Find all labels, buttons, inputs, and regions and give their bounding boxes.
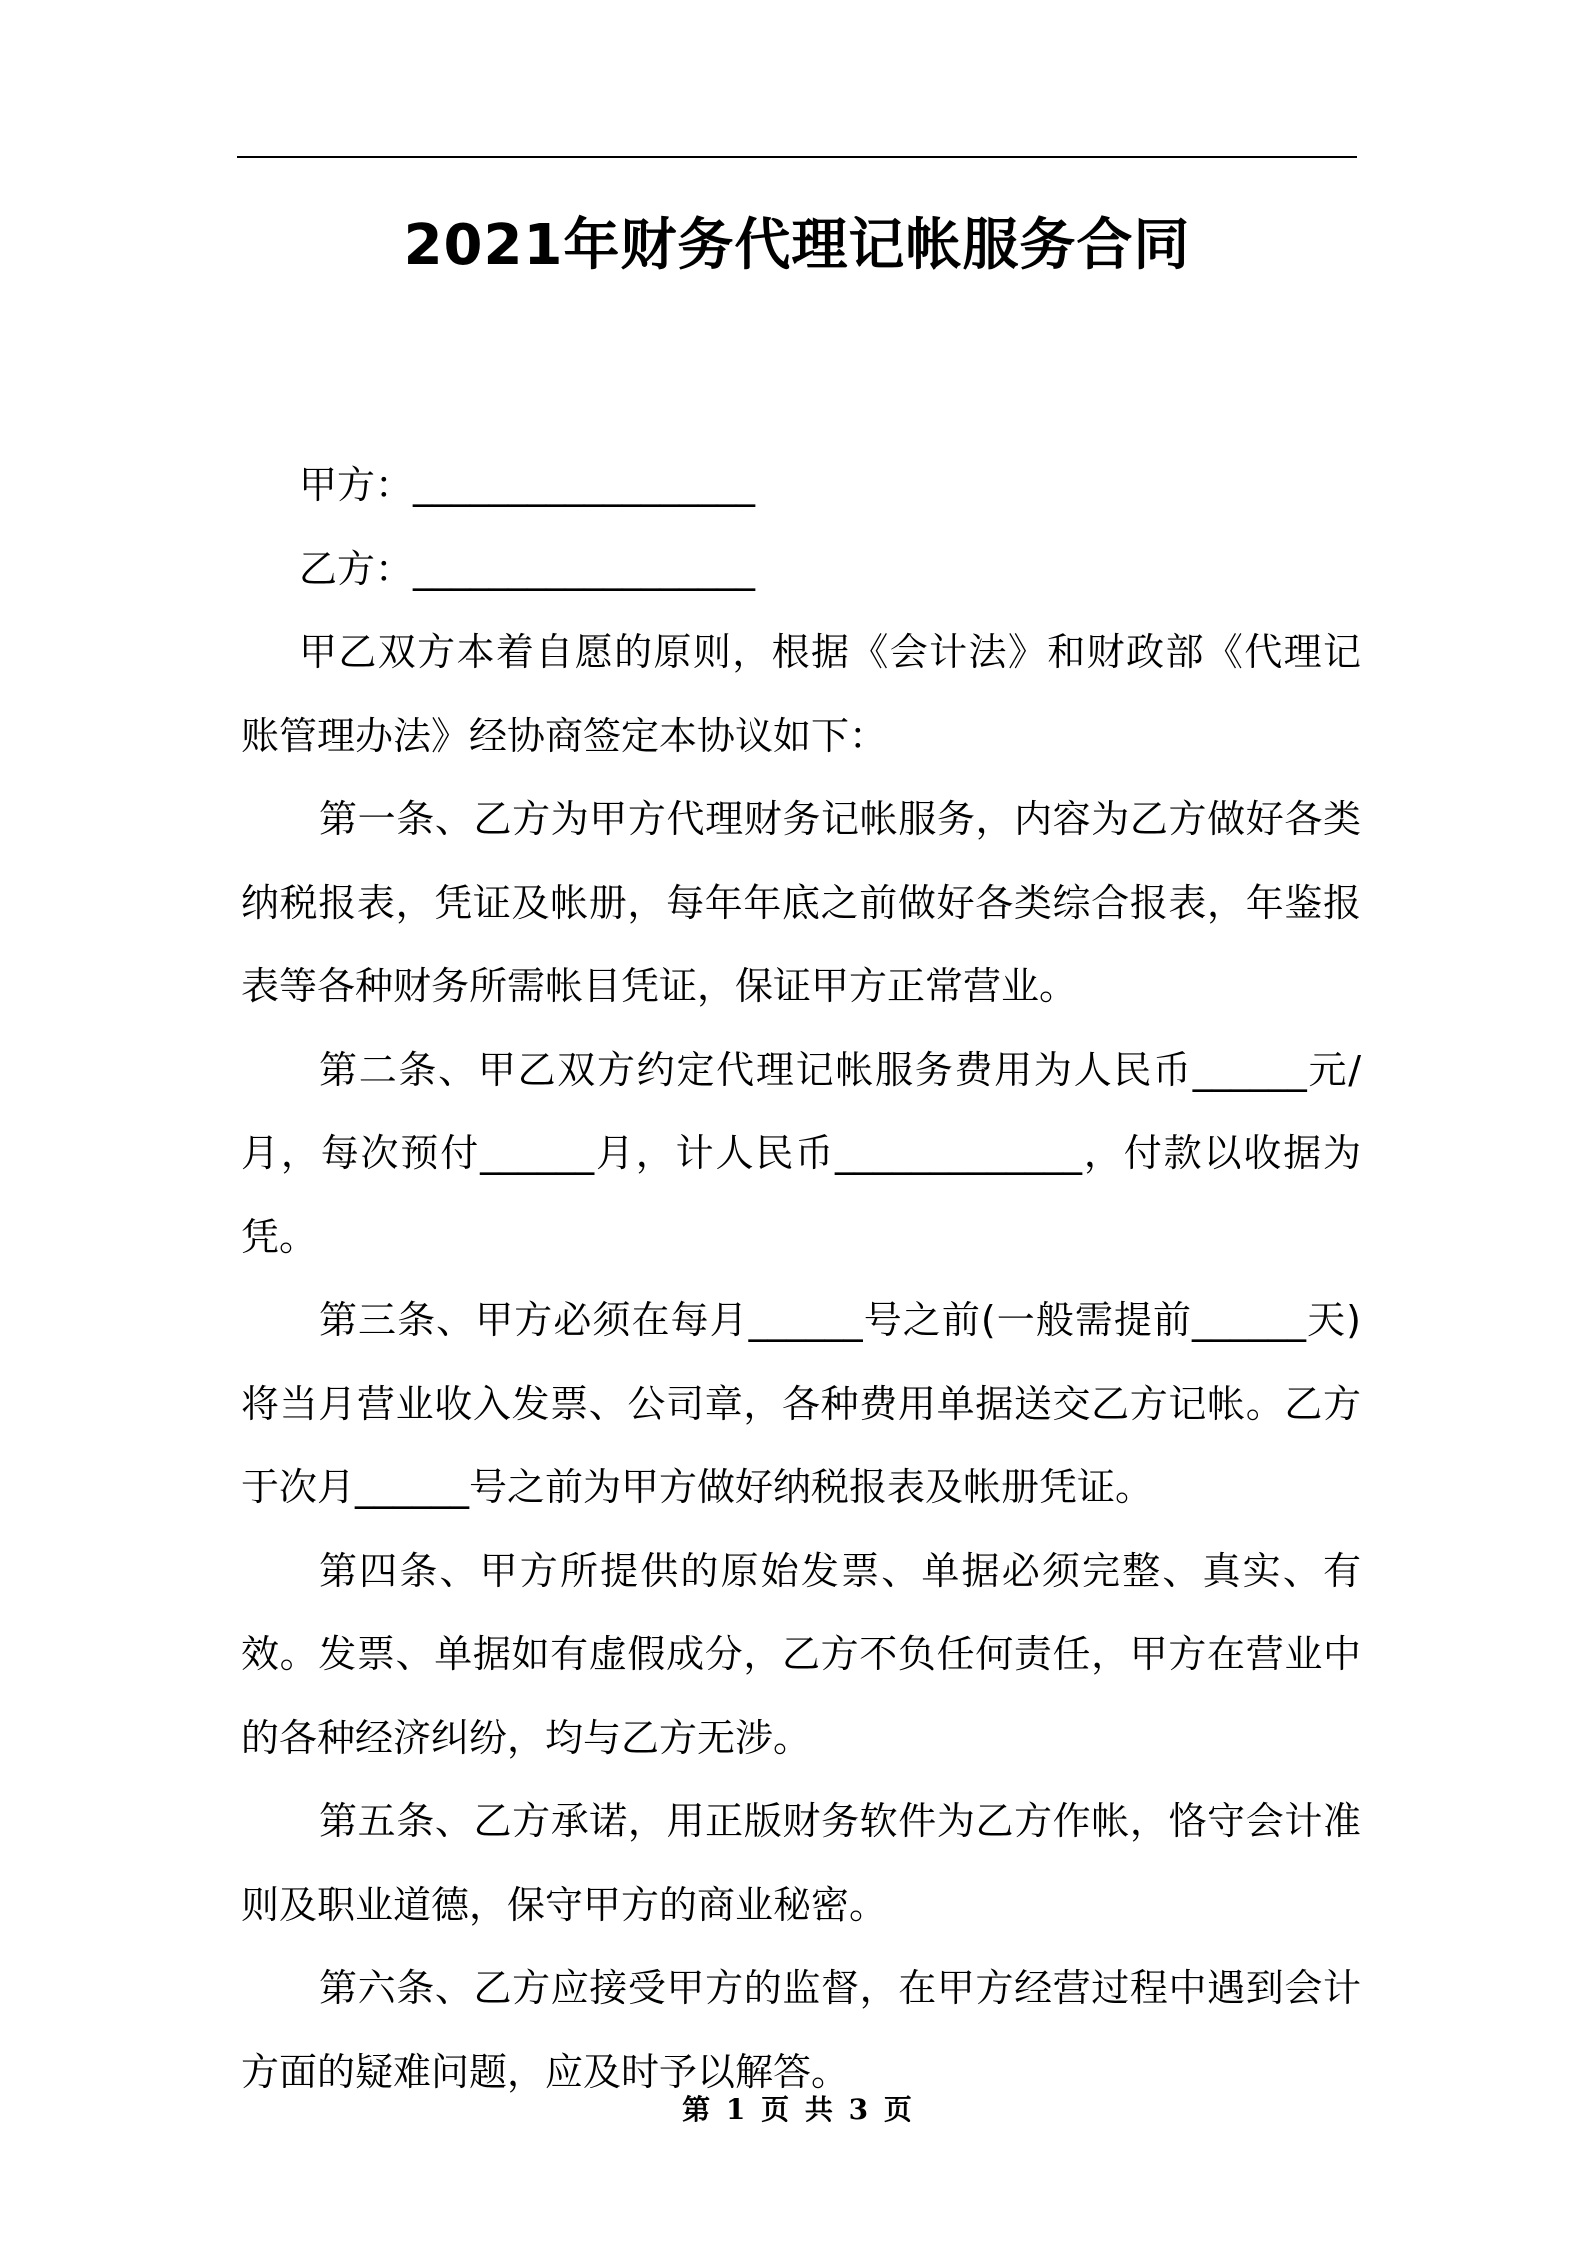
- party-b-line: 乙方：__________________: [299, 546, 756, 591]
- clause-6: 第六条、乙方应接受甲方的监督，在甲方经营过程中遇到会计方面的疑难问题，应及时予以解答。: [241, 1966, 1361, 2094]
- document-body: [241, 444, 1361, 2114]
- clause-4: 第四条、甲方所提供的原始发票、单据必须完整、真实、有效。发票、单据如有虚假成分，乙方不负任何责任，甲方在营业中的各种经济纠纷，均与乙方无涉。: [241, 1548, 1361, 1760]
- preamble: 甲乙双方本着自愿的原则，根据《会计法》和财政部《代理记账管理办法》经协商签定本协议如下：: [241, 630, 1361, 758]
- party-a-line: 甲方：__________________: [299, 463, 756, 507]
- clause-1: 第一条、乙方为甲方代理财务记帐服务，内容为乙方做好各类纳税报表，凭证及帐册，每年年底之前做好各类综合报表，年鉴报表等各种财务所需帐目凭证，保证甲方正常营业。: [241, 797, 1361, 1008]
- clause-3: 第三条、甲方必须在每月______号之前(一般需提前______天)将当月营业收入发票、公司章，各种费用单据送交乙方记帐。乙方于次月______号之前为甲方做好纳税报表及帐册凭证。: [241, 1298, 1361, 1509]
- clause-5: 第五条、乙方承诺，用正版财务软件为乙方作帐，恪守会计准则及职业道德，保守甲方的商业秘密。: [241, 1799, 1361, 1927]
- document-title: 2021年财务代理记帐服务合同: [403, 213, 1191, 278]
- header-rule: [237, 156, 1357, 158]
- clause-2: 第二条、甲乙双方约定代理记帐服务费用为人民币______元/月，每次预付______月，计人民币_____________，付款以收据为凭。: [241, 1047, 1361, 1259]
- page-footer: 第 1 页 共 3 页: [682, 2093, 912, 2126]
